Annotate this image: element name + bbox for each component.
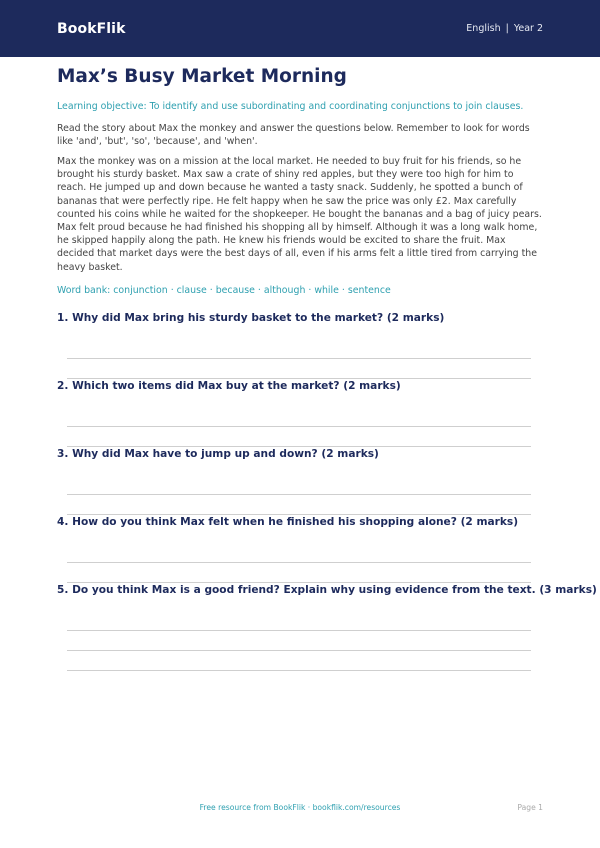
- page-number: Page 1: [517, 803, 543, 812]
- subject-label: English: [466, 23, 501, 34]
- worksheet-body: [57, 66, 543, 297]
- answer-line[interactable]: [67, 562, 531, 563]
- instructions: Read the story about Max the monkey and answer the questions below. Remember to look for words like 'and', 'but', 'so', 'because', and 'when'.: [57, 123, 530, 147]
- answer-line[interactable]: [67, 494, 531, 495]
- footer-credit[interactable]: Free resource from BookFlik · bookflik.com/resources: [199, 803, 401, 812]
- question-4: [57, 515, 543, 529]
- answer-line[interactable]: [67, 650, 531, 651]
- answer-line[interactable]: [67, 630, 531, 631]
- story-text: Max the monkey was on a mission at the local market. He needed to buy fruit for his friends, so he brought his sturdy basket. Max saw a crate of shiny red apples, but they were too high for him to reach. He jumped up and down because he wanted a tasty snack. Suddenly, he spotted a bunch of bananas that were perfectly ripe. He felt happy when he saw the price was only £2. Max carefully counted his coins while he waited for the shopkeeper. He bought the bananas and a bag of juicy pears. Max felt proud because he had finished his shopping all by himself. Although it was a long walk home, he skipped happily along the path. He knew his friends would be excited to share the fruit. Max decided that market days were the best days of all, even if his arms felt a little tired from carrying the heavy basket.: [57, 156, 542, 273]
- question-5: [57, 583, 597, 597]
- meta-separator: |: [505, 23, 509, 34]
- header-meta: [466, 23, 543, 34]
- question-text: 3. Why did Max have to jump up and down? (2 marks): [57, 448, 379, 460]
- question-text: 2. Which two items did Max buy at the market? (2 marks): [57, 380, 401, 392]
- answer-line[interactable]: [67, 426, 531, 427]
- question-1: [57, 311, 543, 325]
- question-text: 4. How do you think Max felt when he finished his shopping alone? (2 marks): [57, 516, 519, 528]
- answer-line[interactable]: [67, 358, 531, 359]
- word-bank: Word bank: conjunction · clause · because · although · while · sentence: [57, 284, 391, 296]
- question-2: [57, 379, 543, 393]
- brand-logo[interactable]: BookFlik: [57, 20, 126, 37]
- question-text: 5. Do you think Max is a good friend? Explain why using evidence from the text. (3 marks): [57, 584, 597, 596]
- header-bar: [0, 0, 600, 57]
- page-title: Max’s Busy Market Morning: [57, 66, 347, 87]
- learning-objective: Learning objective: To identify and use subordinating and coordinating conjunctions to join clauses.: [57, 101, 524, 112]
- question-3: [57, 447, 543, 461]
- question-text: 1. Why did Max bring his sturdy basket to the market? (2 marks): [57, 312, 445, 324]
- year-label: Year 2: [513, 23, 543, 34]
- answer-line[interactable]: [67, 670, 531, 671]
